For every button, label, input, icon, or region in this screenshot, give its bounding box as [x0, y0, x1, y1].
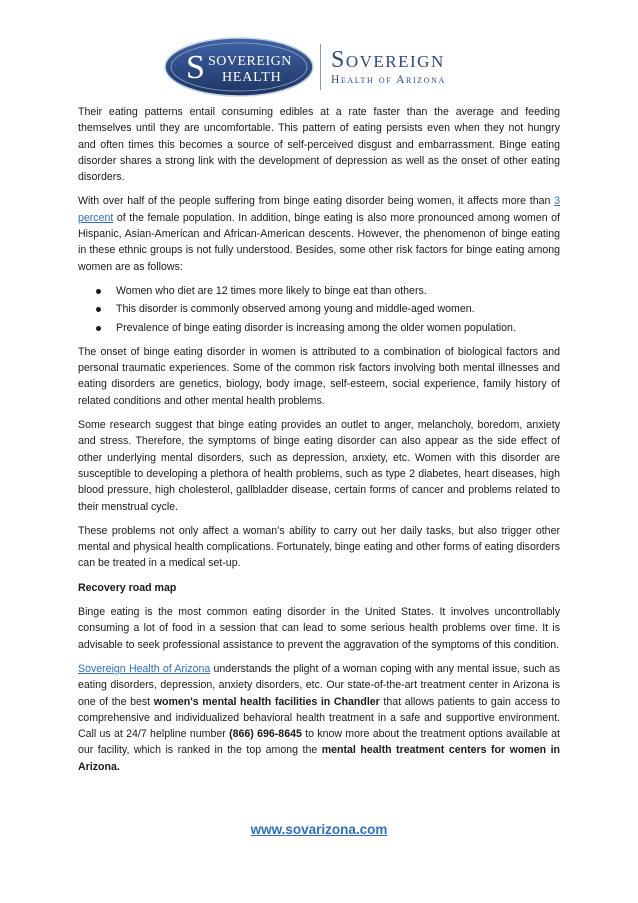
logo-line1: SOVEREIGN: [208, 54, 292, 69]
sovereign-health-arizona-link[interactable]: Sovereign Health of Arizona: [78, 662, 211, 675]
website-link[interactable]: www.sovarizona.com: [250, 822, 388, 837]
paragraph-7-bold-1: women's mental health facilities in Chandler: [153, 695, 380, 708]
helpline-number: (866) 696-8645: [229, 728, 302, 741]
paragraph-2-text-a: With over half of the people suffering from binge eating disorder being women, it affects more than: [78, 195, 555, 208]
wordmark-title: Sovereign: [331, 46, 445, 73]
paragraph-7-bold-2: mental health treatment centers for women in Arizona.: [78, 744, 560, 773]
three-percent-link[interactable]: 3 percent: [78, 195, 560, 224]
paragraph-7-text-c: to know more about the treatment options available at our facility, which is ranked in the top among the: [78, 728, 560, 757]
header-divider: [320, 44, 321, 90]
paragraph-3: The onset of binge eating disorder in women is attributed to a combination of biological factors and personal traumatic experiences. Some of the common risk factors involving both mental illnesses and eating disorders are genetics, biology, body image, self-esteem, social experience, family history of related conditions and other mental health problems.: [78, 345, 560, 407]
article-body: [78, 104, 560, 783]
paragraph-7: [78, 661, 560, 775]
list-item: This disorder is commonly observed among young and middle-aged women.: [116, 301, 560, 317]
sovereign-health-logo-badge: [164, 36, 314, 98]
paragraph-2: [78, 193, 560, 274]
list-item: Women who diet are 12 times more likely to binge eat than others.: [116, 283, 560, 299]
footer: [0, 822, 638, 837]
paragraph-6: Binge eating is the most common eating disorder in the United States. It involves uncontrollably consuming a lot of food in a session that can lead to some serious health problems over time. It is advisable to seek professional assistance to prevent the aggravation of the symptoms of this condition.: [78, 606, 560, 651]
list-item: Prevalence of binge eating disorder is increasing among the older women population.: [116, 320, 560, 336]
paragraph-2-text-b: of the female population. In addition, binge eating is also more pronounced among women of Hispanic, Asian-American and African-American descents. However, the phenomenon of binge eating in these ethnic groups is not fully understood. Besides, some other risk factors for binge eating among women are as follows:: [78, 211, 560, 273]
logo-line2: HEALTH: [222, 70, 282, 85]
paragraph-7-text-a: understands the plight of a woman coping with any mental issue, such as eating disorders, depression, anxiety disorders, etc. Our state-of-the-art treatment center in Arizona is one of the best: [78, 662, 560, 708]
section-heading: Recovery road map: [78, 581, 177, 594]
paragraph-4: Some research suggest that binge eating provides an outlet to anger, melancholy, boredom, anxiety and stress. Therefore, the symptoms of binge eating disorder can also appear as the side effect of other underlying mental disorders, such as depression, anxiety, etc. Women with this disorder are susceptible to developing a plethora of health problems, such as type 2 diabetes, heart diseases, high blood pressure, high cholesterol, gallbladder disease, certain forms of cancer and problems related to their menstrual cycle.: [78, 419, 560, 513]
wordmark-subtitle: Health of Arizona: [331, 73, 446, 86]
risk-factor-list: [78, 283, 560, 336]
paragraph-5: These problems not only affect a woman’s ability to carry out her daily tasks, but also trigger other mental and physical health complications. Fortunately, binge eating and other forms of eating disorders can be treated in a medical set-up.: [78, 524, 560, 570]
paragraph-1: Their eating patterns entail consuming edibles at a rate faster than the average and feeding themselves until they are uncomfortable. This pattern of eating persists even when they not hungry and often times this becomes a source of self-perceived disgust and embarrassment. Binge eating disorder shares a strong link with the development of depression as well as the onset of other eating disorders.: [78, 106, 560, 184]
paragraph-7-text-b: that allows patients to gain access to comprehensive and individualized behavioral health treatment in a safe and supportive environment. Call us at 24/7 helpline number: [78, 695, 560, 741]
header-logo: [164, 36, 446, 98]
wordmark: [331, 48, 446, 87]
svg-text:S: S: [186, 49, 205, 86]
